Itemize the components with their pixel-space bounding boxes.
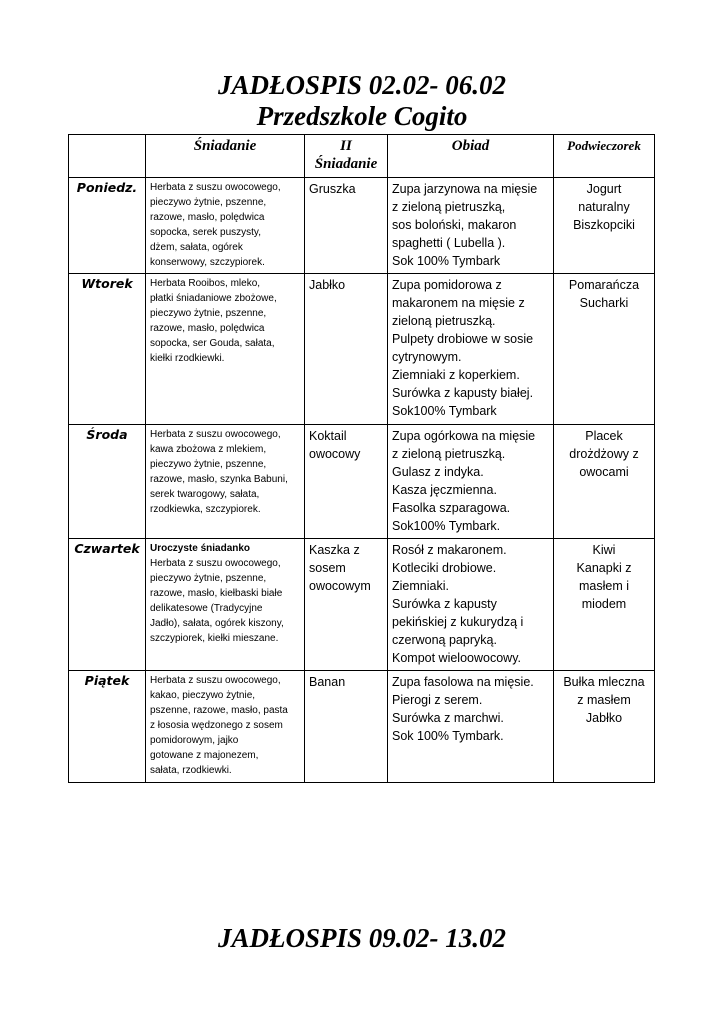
snack-line: owocami [579,465,629,479]
second-breakfast-cell [305,671,388,783]
lunch-line: cytrynowym. [392,350,462,364]
breakfast-line: razowe, masło, szynka Babuni, [150,474,288,485]
breakfast-line: konserwowy, szczypiorek. [150,257,265,268]
breakfast-line: z łososia wędzonego z sosem [150,720,283,731]
breakfast-line: kawa zbożowa z mlekiem, [150,444,267,455]
day-name: Czwartek [69,539,146,671]
snack-line: Bułka mleczna [563,675,645,689]
breakfast-line: delikatesowe (Tradycyjne [150,603,263,614]
second-breakfast-header [305,135,388,178]
breakfast-line: pieczywo żytnie, pszenne, [150,197,267,208]
lunch-line: Surówka z kapusty [392,597,497,611]
lunch-line: Zupa fasolowa na mięsie. [392,675,534,689]
breakfast-line: sopocka, serek puszysty, [150,227,261,238]
breakfast-line: szczypiorek, kiełki mieszane. [150,633,279,644]
snack-line: Sucharki [579,296,629,310]
breakfast-line: pomidorowym, jajko [150,735,239,746]
second-breakfast-line: Banan [309,675,346,689]
day-name: Poniedz. [69,178,146,274]
lunch-line: Pulpety drobiowe w sosie [392,332,534,346]
lunch-line: czerwoną papryką. [392,633,497,647]
day-name: Środa [69,425,146,539]
lunch-line: Surówka z marchwi. [392,711,504,725]
menu-row [69,274,655,425]
breakfast-line: pieczywo żytnie, pszenne, [150,308,267,319]
breakfast-line: gotowane z majonezem, [150,750,259,761]
snack-line: Pomarańcza [568,278,640,292]
second-breakfast-line: Koktail [309,429,347,443]
snack-line: masłem i [578,579,629,593]
second-breakfast-cell [305,178,388,274]
lunch-cell [388,425,554,539]
breakfast-line: razowe, masło, polędwica [150,212,265,223]
breakfast-cell [146,274,305,425]
lunch-line: zieloną pietruszką. [392,314,496,328]
lunch-line: Sok 100% Tymbark [392,254,501,268]
snack-line: naturalny [578,200,630,214]
lunch-line: z zieloną pietruszką, [392,200,506,214]
snack-line: Jogurt [586,182,622,196]
breakfast-line: Jadło), sałata, ogórek kiszony, [150,618,284,629]
breakfast-cell [146,425,305,539]
lunch-line: Gulasz z indyka. [392,465,484,479]
lunch-line: Kasza jęczmienna. [392,483,497,497]
snack-cell [554,671,655,783]
lunch-line: Ziemniaki z koperkiem. [392,368,520,382]
breakfast-line: rzodkiewka, szczypiorek. [150,504,261,515]
lunch-header: Obiad [388,135,554,178]
lunch-line: Kompot wieloowocowy. [392,651,521,665]
breakfast-line: Herbata z suszu owocowego, [150,558,281,569]
menu-title: JADŁOSPIS 02.02- 06.02 [217,70,507,100]
day-name: Piątek [69,671,146,783]
lunch-line: Sok 100% Tymbark. [392,729,504,743]
breakfast-line: Herbata z suszu owocowego, [150,182,281,193]
lunch-line: pekińskiej z kukurydzą i [392,615,524,629]
breakfast-line: razowe, masło, kiełbaski białe [150,588,283,599]
lunch-line: Fasolka szparagowa. [392,501,511,515]
snack-line: Kanapki z [576,561,632,575]
second-breakfast-line: Kaszka z [309,543,360,557]
second-breakfast-cell [305,425,388,539]
breakfast-line: sałata, rzodkiewki. [150,765,232,776]
snack-line: Kiwi [592,543,616,557]
snack-cell [554,274,655,425]
lunch-line: Pierogi z serem. [392,693,483,707]
lunch-line: z zieloną pietruszką. [392,447,506,461]
breakfast-line: pieczywo żytnie, pszenne, [150,459,267,470]
breakfast-line: pieczywo żytnie, pszenne, [150,573,267,584]
menu-row [69,539,655,671]
day-header [69,135,146,178]
menu-row [69,425,655,539]
snack-line: Placek [585,429,623,443]
snack-header: Podwieczorek [554,135,655,178]
lunch-line: sos boloński, makaron [392,218,517,232]
lunch-line: spaghetti ( Lubella ). [392,236,506,250]
breakfast-line: kakao, pieczywo żytnie, [150,690,256,701]
second-breakfast-line: Jabłko [309,278,346,292]
snack-line: Biszkopciki [573,218,635,232]
second-breakfast-cell [305,274,388,425]
breakfast-line: Herbata Rooibos, mleko, [150,278,261,289]
lunch-line: Zupa ogórkowa na mięsie [392,429,536,443]
breakfast-line: serek twarogowy, sałata, [150,489,260,500]
menu-table [68,134,655,783]
breakfast-line: Herbata z suszu owocowego, [150,675,281,686]
breakfast-line: pszenne, razowe, masło, pasta [150,705,288,716]
lunch-line: Zupa jarzynowa na mięsie [392,182,538,196]
lunch-line: Surówka z kapusty białej. [392,386,534,400]
breakfast-line: płatki śniadaniowe zbożowe, [150,293,277,304]
second-breakfast-cell [305,539,388,671]
day-name: Wtorek [69,274,146,425]
breakfast-header: Śniadanie [146,135,305,178]
breakfast-line: razowe, masło, polędwica [150,323,265,334]
header-row [69,135,655,178]
lunch-cell [388,274,554,425]
menu-row [69,671,655,783]
menu-row [69,178,655,274]
lunch-line: Rosół z makaronem. [392,543,507,557]
snack-cell [554,539,655,671]
lunch-line: Sok100% Tymbark. [392,519,501,533]
breakfast-line: sopocka, ser Gouda, sałata, [150,338,275,349]
lunch-line: makaronem na mięsie z [392,296,525,310]
second-breakfast-line: Gruszka [309,182,356,196]
breakfast-line: Herbata z suszu owocowego, [150,429,281,440]
breakfast-line: dżem, sałata, ogórek [150,242,243,253]
lunch-line: Ziemniaki. [392,579,449,593]
second-breakfast-line: owocowym [309,579,371,593]
second-breakfast-header-line2: Śniadanie [314,156,378,172]
school-name: Przedszkole Cogito [256,101,468,131]
snack-cell [554,425,655,539]
next-menu-title: JADŁOSPIS 09.02- 13.02 [217,923,507,953]
lunch-cell [388,539,554,671]
breakfast-cell [146,178,305,274]
snack-cell [554,178,655,274]
breakfast-cell [146,539,305,671]
breakfast-special-title: Uroczyste śniadanko [150,543,251,554]
second-breakfast-line: sosem [309,561,346,575]
lunch-line: Kotleciki drobiowe. [392,561,497,575]
lunch-line: Sok100% Tymbark [392,404,497,418]
breakfast-cell [146,671,305,783]
snack-line: Jabłko [585,711,623,725]
snack-line: drożdżowy z [569,447,639,461]
snack-line: z masłem [577,693,631,707]
lunch-cell [388,178,554,274]
second-breakfast-line: owocowy [309,447,361,461]
second-breakfast-header-line1: II [340,138,352,154]
snack-line: miodem [581,597,627,611]
lunch-cell [388,671,554,783]
lunch-line: Zupa pomidorowa z [392,278,502,292]
breakfast-line: kiełki rzodkiewki. [150,353,225,364]
